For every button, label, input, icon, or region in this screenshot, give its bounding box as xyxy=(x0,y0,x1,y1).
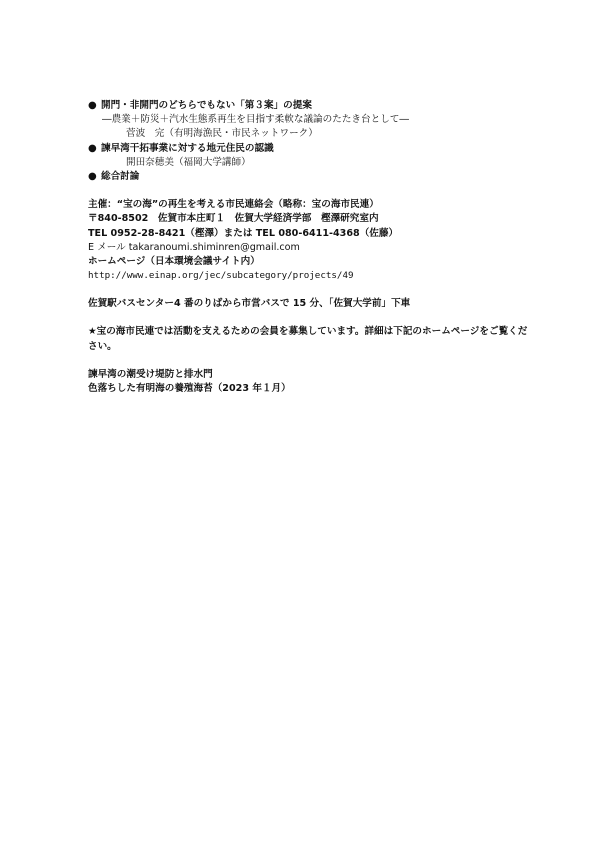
organizer-tel: TEL 0952-28-8421（樫澤）または TEL 080-6411-4368（佐藤） xyxy=(88,227,399,239)
program-item-3-title: 総合討論 xyxy=(101,170,140,182)
program-item-2-title: 諫早湾干拓事業に対する地元住民の認識 xyxy=(101,142,274,154)
program-item-2-speaker: 開田奈穂美（福岡大学講師） xyxy=(126,156,251,168)
organizer-address: 〒840-8502 佐賀市本庄町１ 佐賀大学経済学部 樫澤研究室内 xyxy=(88,213,379,225)
document-page xyxy=(88,99,558,396)
member-recruitment: ★宝の海市民連では活動を支えるための会員を募集しています。詳細は下記のホームページをご覧ください。 xyxy=(88,326,528,352)
organizer-homepage-url[interactable]: http://www.einap.org/jec/subcategory/projects/49 xyxy=(88,270,354,282)
organizer-email: E メール takaranoumi.shiminren@gmail.com xyxy=(88,241,300,253)
program-item-1-title: 開門・非開門のどちらでもない「第３案」の提案 xyxy=(101,100,312,111)
organizer-host: 主催：“宝の海”の再生を考える市民連絡会（略称：宝の海市民連） xyxy=(88,199,379,211)
bullet-icon: ● xyxy=(88,142,97,154)
program-item-3 xyxy=(88,170,558,184)
photo-caption-1: 諫早湾の潮受け堤防と排水門 xyxy=(88,368,213,380)
bullet-icon: ● xyxy=(88,100,97,111)
program-item-1 xyxy=(88,99,558,113)
program-item-2 xyxy=(88,142,558,156)
program-item-1-speaker: 菅波 完（有明海漁民・市民ネットワーク） xyxy=(126,128,318,140)
access-info: 佐賀駅バスセンター4 番のりばから市営バスで 15 分、「佐賀大学前」下車 xyxy=(88,298,411,310)
program-item-1-subtitle: ―農業＋防災＋汽水生態系再生を目指す柔軟な議論のたたき台として― xyxy=(102,114,409,126)
photo-caption-2: 色落ちした有明海の養殖海苔（2023 年１月） xyxy=(88,383,291,395)
bullet-icon: ● xyxy=(88,170,97,182)
organizer-homepage-label: ホームページ（日本環境会議サイト内） xyxy=(88,255,260,267)
